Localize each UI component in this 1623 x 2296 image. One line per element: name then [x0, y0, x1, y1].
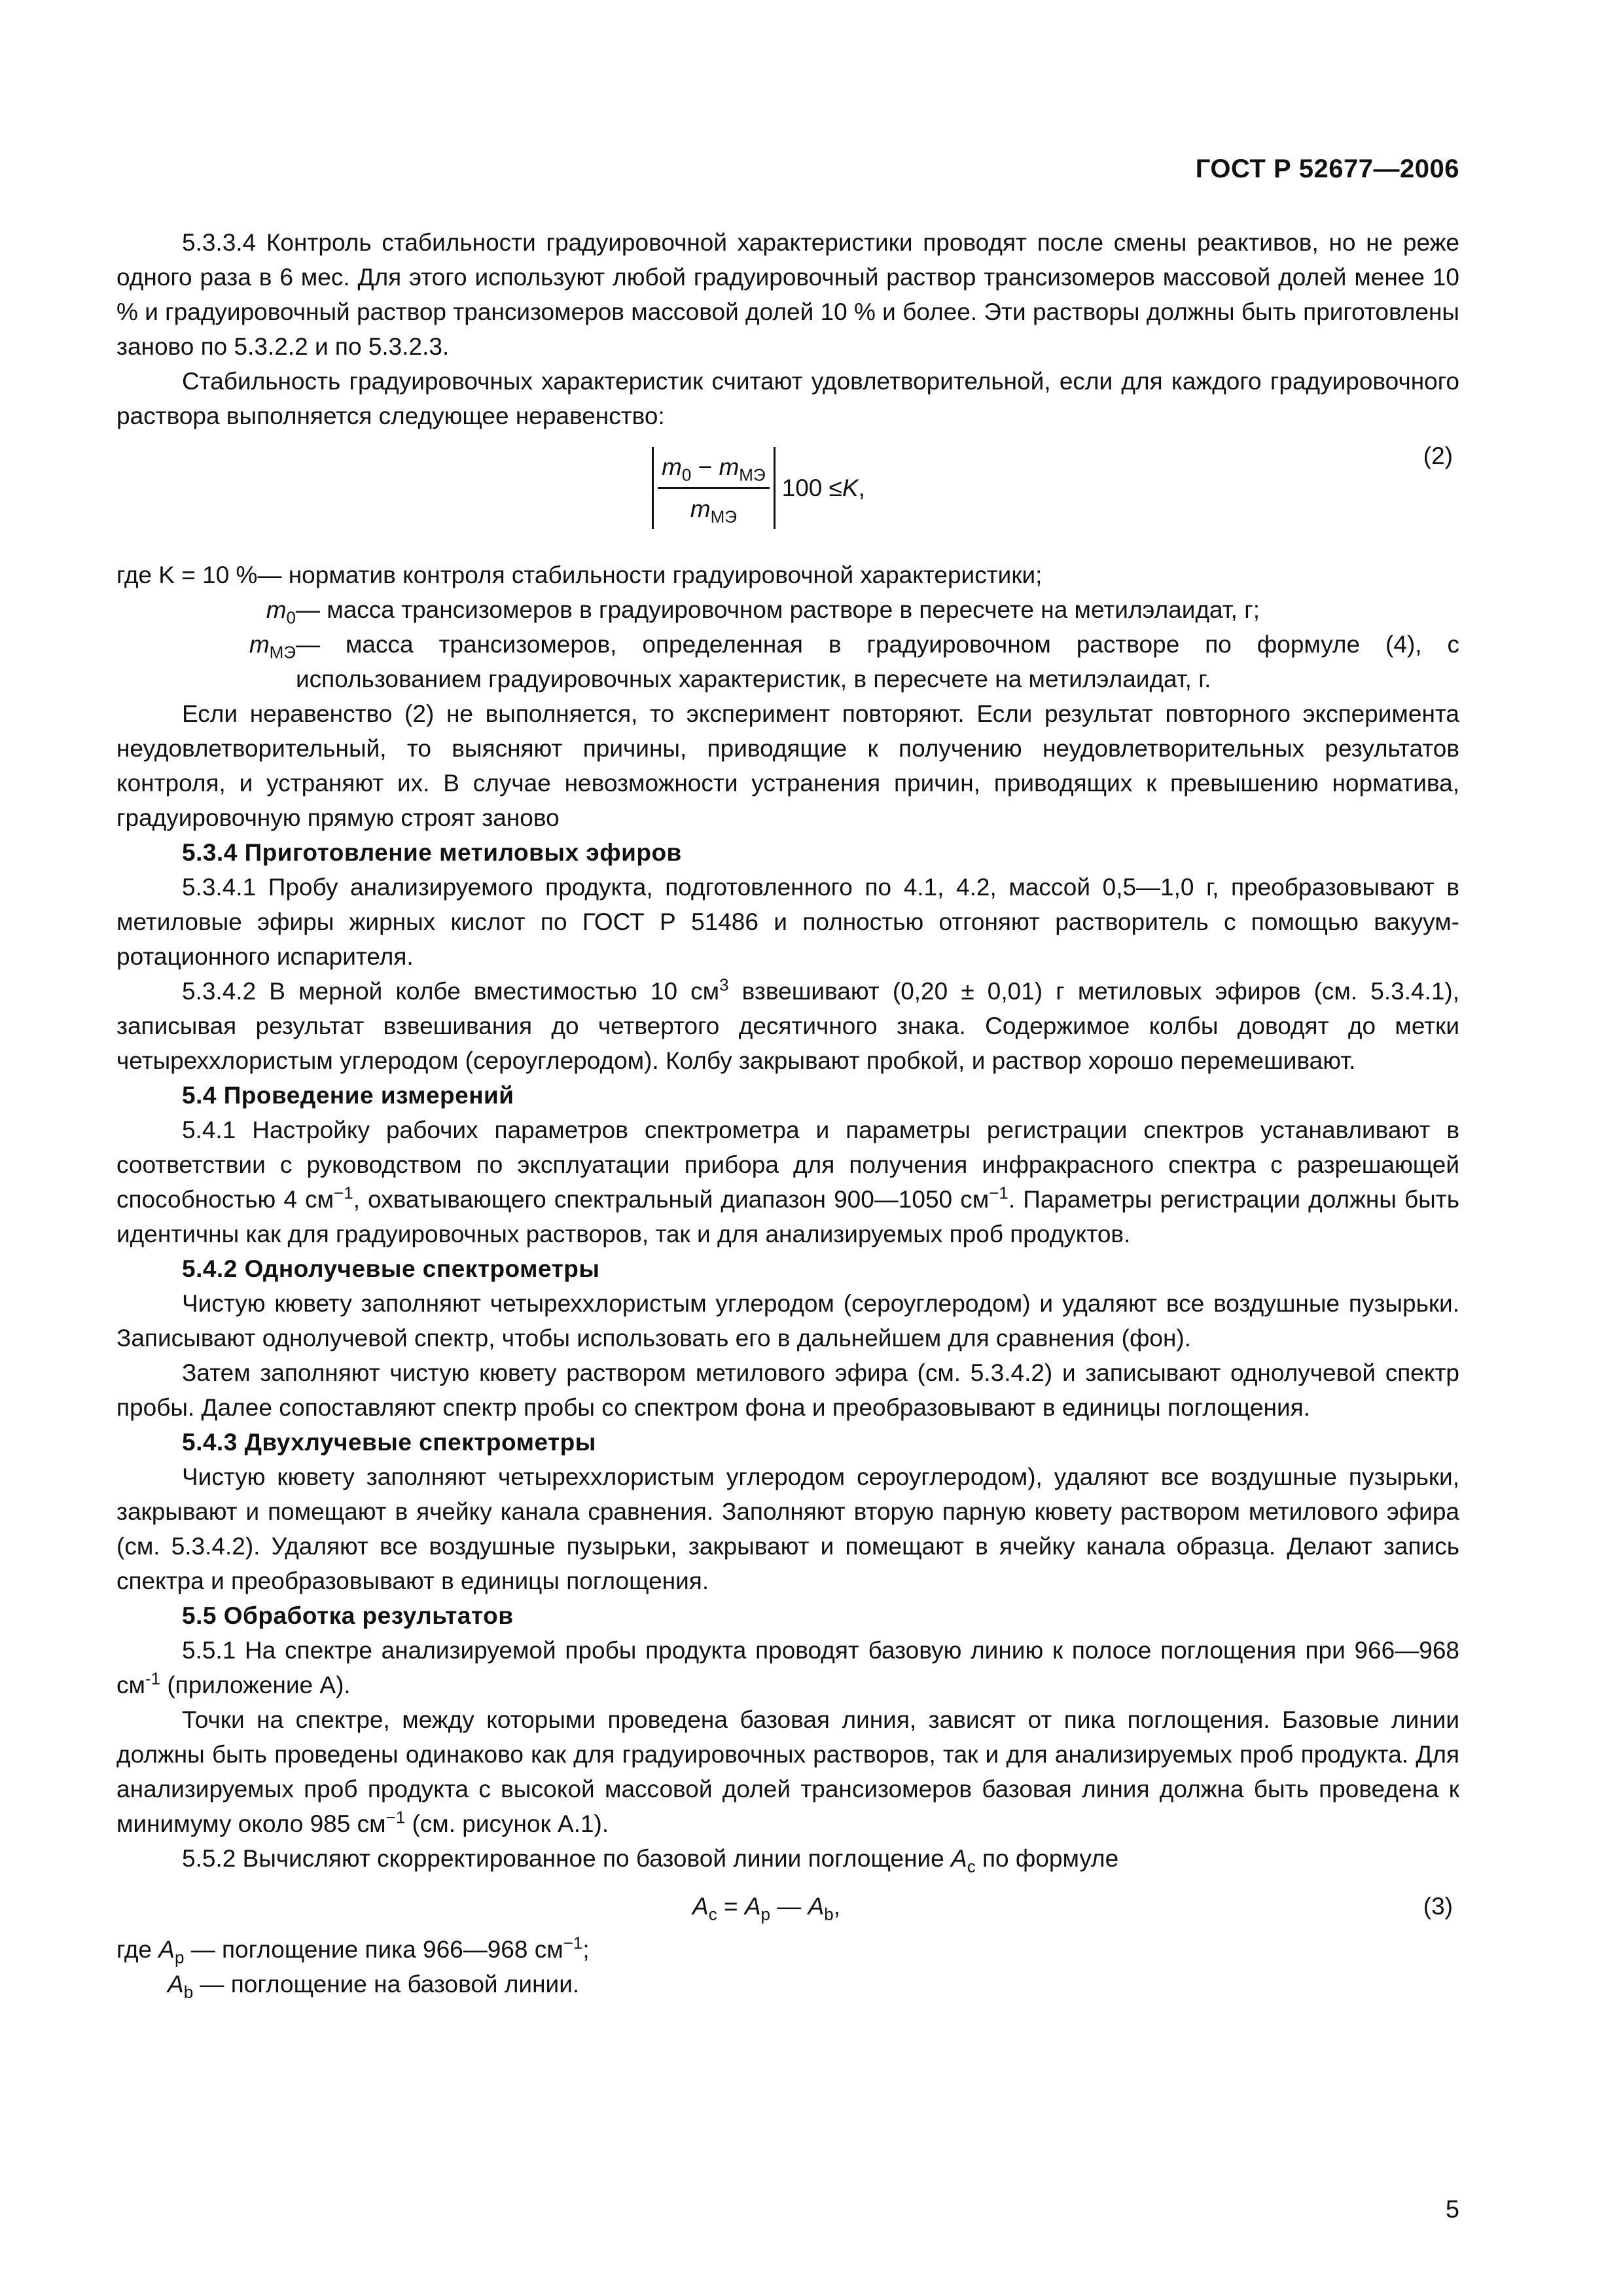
paragraph-542a: Чистую кювету заполняют четыреххлористым углеродом (сероуглеродом) и удаляют все воздушные пузырьки. Записывают однолучевой спектр, чтобы использовать его в дальнейшем для сравнения (фон).: [116, 1290, 1459, 1352]
definition-row-ap: [116, 1932, 1459, 1967]
def3-pre: где: [116, 1936, 159, 1963]
p5342-b: взвешивают (0,20 ± 0,01) г метиловых эфиров (см. 5.3.4.1), записывая результат взвешивания до четвертого десятичного знака. Содержимое колбы доводят до метки четыреххлористым углеродом (сероуглеродом). Колбу закрывают пробкой, и раствор хорошо перемешивают.: [116, 978, 1460, 1074]
page-content: [116, 225, 1459, 2001]
formula-3-sub-p: p: [760, 1904, 771, 1924]
p552-sup: −1: [385, 1807, 406, 1827]
paragraph-543: Чистую кювету заполняют четыреххлористым углеродом сероуглеродом), удаляют все воздушные пузырьки, закрывают и помещают в ячейку канала сравнения. Заполняют вторую парную кювету раствором метилового эфира (см. 5.3.4.2). Удаляют все воздушные пузырьки, закрывают и помещают в ячейку канала образца. Делают запись спектра и преобразовывают в единицы поглощения.: [116, 1463, 1459, 1594]
term-m0-sub: 0: [286, 607, 296, 628]
numerator-sub-me: МЭ: [739, 464, 766, 484]
formula-2-comma: ,: [858, 474, 865, 501]
paragraph-5334: 5.3.3.4 Контроль стабильности градуировочной характеристики проводят после смены реактивов, но не реже одного раза в 6 мес. Для этого используют любой градуировочный раствор трансизомеров массовой долей менее 10 % и градуировочный раствор трансизомеров массовой долей 10 % и более. Эти растворы должны быть приготовлены заново по 5.3.2.2 и по 5.3.2.3.: [116, 229, 1459, 360]
definitions-formula-3: [116, 1932, 1459, 2001]
formula-3-comma: ,: [833, 1893, 841, 1920]
definition-term-m0: [116, 592, 296, 627]
p541-b: , охватывающего спектральный диапазон 900—1050 см: [353, 1186, 990, 1213]
denominator-m: m: [690, 495, 711, 522]
denominator-sub: МЭ: [710, 506, 737, 526]
p553-a: 5.5.2 Вычисляют скорректированное по базовой линии поглощение: [182, 1845, 952, 1872]
formula-3-equals: =: [717, 1893, 745, 1920]
formula-3-sub-b: b: [824, 1904, 834, 1924]
definition-row-mme: [116, 627, 1459, 696]
formula-2-rhs: 100 ≤: [781, 474, 842, 501]
heading-534: 5.3.4 Приготовление метиловых эфиров: [182, 839, 682, 866]
paragraph-5341: 5.3.4.1 Пробу анализируемого продукта, подготовленного по 4.1, 4.2, массой 0,5—1,0 г, преобразовывают в метиловые эфиры жирных кислот по ГОСТ Р 51486 и полностью отгоняют растворитель с помощью вакуум-ротационного испарителя.: [116, 874, 1459, 970]
paragraph-553: [116, 1841, 1459, 1876]
page-number: 5: [1445, 2196, 1459, 2223]
formula-3-ab: A: [808, 1893, 825, 1920]
formula-3-ac: A: [692, 1893, 709, 1920]
def3-ap-sub: p: [174, 1947, 185, 1967]
def3-ab-sub: b: [183, 1982, 194, 2002]
term-mme-letter: m: [249, 631, 270, 658]
definition-row-ab: [116, 1967, 1459, 2001]
p5342-sup: 3: [719, 975, 729, 995]
numerator-mme: m: [719, 453, 740, 480]
def3-ap-desc: — поглощение пика 966—968 см: [184, 1936, 563, 1963]
definition-row-k: [116, 558, 1459, 592]
formula-2-k: K: [842, 474, 859, 501]
def3-ap-end: ;: [582, 1936, 590, 1963]
definition-desc-m0: — масса трансизомеров в градуировочном растворе в пересчете на метилэлаидат, г;: [296, 596, 1260, 623]
def3-ab-letter: A: [168, 1971, 184, 1998]
p5342-a: 5.3.4.2 В мерной колбе вместимостью 10 см: [182, 978, 720, 1005]
term-mme-sub: МЭ: [269, 642, 296, 662]
numerator-minus: −: [691, 453, 719, 480]
def3-ap-sup: −1: [563, 1933, 583, 1953]
p553-sub: c: [967, 1856, 976, 1876]
formula-2-number: (2): [1423, 442, 1453, 469]
paragraph-5342: [116, 974, 1459, 1078]
p552-b: (см. рисунок А.1).: [405, 1810, 609, 1837]
formula-3-sub-c: c: [708, 1904, 717, 1924]
heading-543: 5.4.3 Двухлучевые спектрометры: [182, 1429, 596, 1456]
heading-55: 5.5 Обработка результатов: [182, 1602, 514, 1629]
formula-3-number: (3): [1423, 1893, 1453, 1920]
p551-sup: -1: [145, 1668, 161, 1689]
p553-a-symbol: A: [951, 1845, 967, 1872]
p553-b: по формуле: [975, 1845, 1119, 1872]
p541-c: . Параметры регистрации должны быть идентичны как для градуировочных растворов, так и для анализируемых проб продуктов.: [116, 1186, 1459, 1247]
standard-header: ГОСТ Р 52677—2006: [1195, 154, 1459, 183]
formula-3: [116, 1876, 1459, 1932]
definition-row-m0: [116, 592, 1459, 627]
paragraph-repeat: Если неравенство (2) не выполняется, то эксперимент повторяют. Если результат повторного эксперимента неудовлетворительный, то выясняют причины, приводящие к получению неудовлетворительных результатов контроля, и устраняют их. В случае невозможности устранения причин, приводящих к превышению норматива, градуировочную прямую строят заново: [116, 700, 1459, 831]
heading-54: 5.4 Проведение измерений: [182, 1082, 514, 1109]
paragraph-552: [116, 1702, 1459, 1841]
heading-542: 5.4.2 Однолучевые спектрометры: [182, 1255, 600, 1282]
numerator-m0: m: [662, 453, 682, 480]
paragraph-542b: Затем заполняют чистую кювету раствором метилового эфира (см. 5.3.4.2) и записывают однолучевой спектр пробы. Далее сопоставляют спектр пробы со спектром фона и преобразовывают в единицы поглощения.: [116, 1359, 1459, 1421]
p541-sup2: −1: [989, 1183, 1008, 1203]
formula-2-denominator: [687, 489, 741, 529]
definition-term-mme: [116, 627, 296, 696]
formula-2: [116, 439, 1459, 550]
p541-a: 5.4.1 Настройку рабочих параметров спектрометра и параметры регистрации спектров устанавливают в соответствии с руководством по эксплуатации прибора для получения инфракрасного спектра с разрешающей способностью 4 см: [116, 1117, 1459, 1213]
formula-2-body: [652, 439, 865, 537]
def3-ap-letter: A: [158, 1936, 175, 1963]
paragraph-551: [116, 1633, 1459, 1702]
p551-b: (приложение А).: [160, 1672, 351, 1698]
definition-desc-mme: — масса трансизомеров, определенная в градуировочном растворе по формуле (4), с использованием градуировочных характеристик, в пересчете на метилэлаидат, г.: [296, 631, 1459, 692]
formula-3-body: [692, 1889, 840, 1924]
numerator-sub0: 0: [681, 464, 692, 484]
formula-3-minus: —: [770, 1893, 808, 1920]
p552-a: Точки на спектре, между которыми проведена базовая линия, зависят от пика поглощения. Базовые линии должны быть проведены одинаково как для градуировочных растворов, так и для анализируемых проб продукта. Для анализируемых проб продукта с высокой массовой долей трансизомеров базовая линия должна быть проведена к минимуму около 985 см: [116, 1706, 1459, 1837]
formula-3-ap: A: [744, 1893, 761, 1920]
paragraph-541: [116, 1113, 1459, 1251]
definition-desc-k: — норматив контроля стабильности градуировочной характеристики;: [257, 562, 1043, 588]
definition-term-k: где K = 10 %: [116, 562, 258, 588]
paragraph-stability: Стабильность градуировочных характеристик считают удовлетворительной, если для каждого градуировочного раствора выполняется следующее неравенство:: [116, 368, 1459, 429]
term-m0-letter: m: [266, 596, 287, 623]
formula-2-numerator: [658, 447, 770, 489]
definitions-formula-2: [116, 558, 1459, 696]
def3-ab-desc: — поглощение на базовой линии.: [193, 1971, 580, 1998]
p551-a: 5.5.1 На спектре анализируемой пробы продукта проводят базовую линию к полосе поглощения при 966—968 см: [116, 1637, 1459, 1698]
p541-sup1: −1: [334, 1183, 353, 1203]
formula-2-abs-fraction: [652, 447, 776, 529]
